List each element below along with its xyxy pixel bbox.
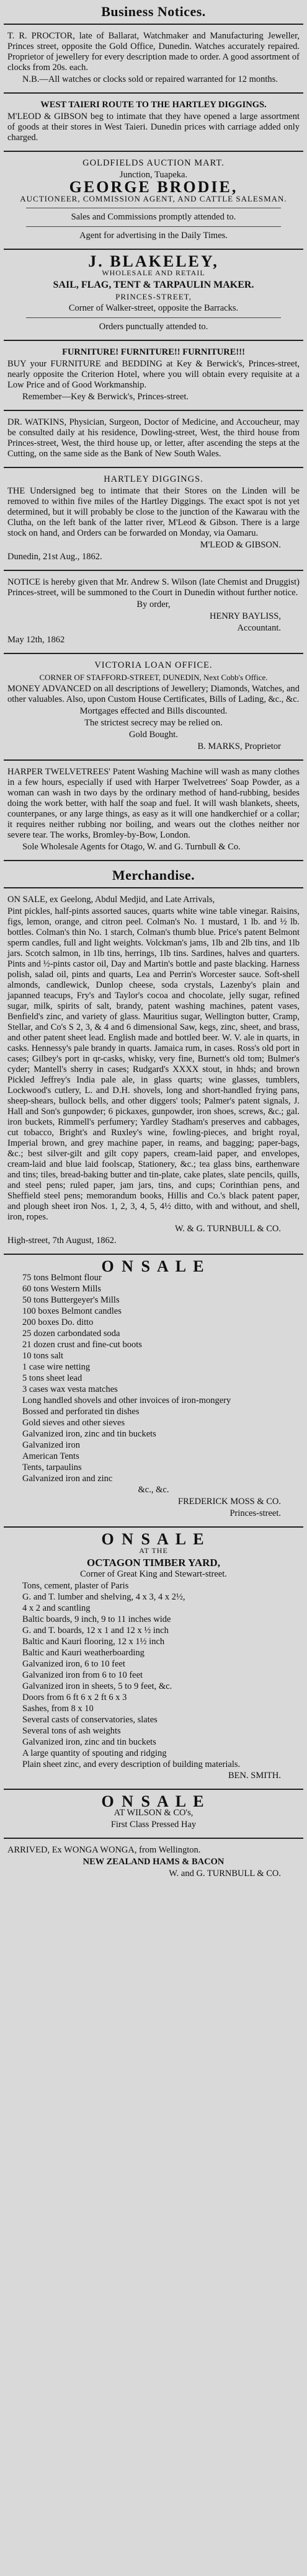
list-item: Sashes, from 8 x 10	[22, 1704, 94, 1714]
ad-title: WEST TAIERI ROUTE TO THE HARTLEY DIGGINGS.	[40, 100, 267, 110]
ad-note: N.B.—All watches or clocks sold or repaired warranted for 12 months.	[22, 74, 278, 84]
section-heading-business: Business Notices.	[101, 4, 206, 19]
ad-body: M'LEOD & GIBSON beg to intimate that they have opened a large assortment of goods at their stores in West Taieri. Dunedin prices with carriage added only charged.	[7, 112, 300, 143]
list-item: 25 dozen carbondated soda	[22, 1329, 120, 1339]
ad-agents: Sole Wholesale Agents for Otago, W. and G. Turnbull & Co.	[22, 842, 241, 852]
ad-yard: OCTAGON TIMBER YARD,	[87, 1557, 220, 1569]
list-item: 50 tons Buttergeyer's Mills	[22, 1295, 120, 1305]
list-item: Baltic boards, 9 inch, 9 to 11 inches wide	[22, 1614, 171, 1624]
ad-line: PRINCES-STREET,	[115, 292, 192, 301]
ad-onsale-wilson	[0, 1792, 307, 1835]
list-item: 100 boxes Belmont candles	[22, 1306, 122, 1316]
ad-address: Princes-street.	[229, 1508, 281, 1518]
ad-title: GOLDFIELDS AUCTION MART.	[82, 158, 225, 168]
ad-notice	[0, 573, 307, 650]
ad-brodie	[0, 154, 307, 246]
ad-heading: O N S A L E	[101, 1530, 206, 1548]
ad-onsale-octagon	[0, 1530, 307, 1786]
divider	[4, 151, 303, 152]
ad-line: Mortgages effected and Bills discounted.	[79, 706, 228, 716]
list-item: Galvanized iron, 6 to 10 feet	[22, 1659, 125, 1669]
ad-signature: W. and G. TURNBULL & CO.	[169, 1869, 281, 1879]
list-item: Galvanized iron and zinc	[22, 1474, 113, 1484]
list-item: Galvanized iron, zinc and tin buckets	[22, 1737, 156, 1747]
ad-at: AT THE	[139, 1546, 168, 1555]
ad-heading: ARRIVED, Ex WONGA WONGA, from Wellington.	[7, 1845, 201, 1855]
list-item: Tons, cement, plaster of Paris	[22, 1581, 129, 1591]
ad-arrived	[0, 1841, 307, 1884]
ad-role: Accountant.	[237, 623, 281, 633]
divider	[4, 1526, 303, 1528]
ad-body: MONEY ADVANCED on all descriptions of Jewellery; Diamonds, Watches, and other valuables. Also, upon Custom House Certificates, Bills of Lading, &c., &c.	[7, 684, 300, 704]
divider	[26, 317, 281, 318]
ad-subtitle: NEW ZEALAND HAMS & BACON	[82, 1857, 225, 1867]
ad-date: May 12th, 1862	[7, 635, 65, 645]
ad-harper	[0, 763, 307, 857]
ad-signature: FREDERICK MOSS & CO.	[178, 1497, 281, 1507]
ad-heading: ON SALE, ex Geelong, Abdul Medjid, and Late Arrivals,	[7, 895, 215, 905]
ad-watkins	[0, 414, 307, 464]
list-item: A large quantity of spouting and ridging	[22, 1748, 167, 1758]
divider	[4, 1789, 303, 1790]
ad-line: Corner of Walker-street, opposite the Barracks.	[68, 303, 239, 313]
ad-body: DR. WATKINS, Physician, Surgeon, Doctor of Medicine, and Accoucheur, may be consulted daily at his residence, Dowling-street, West, the third house from Princes-street, West, the third house up, or letter, after ascending the steps at the Cutting, on the same side as the Bank of New South Wales.	[7, 417, 300, 459]
ad-body: Pint pickles, half-pints assorted sauces, quarts white wine table vinegar. Raisins, figs, lemon, orange, and citron peel. Colman's No. 1 mustard, 1 lb. and ½ lb. bottles. Colman's thin No. 1 starch, Colman's thumb blue. Price's patent Belmont sperm candles, full and light weights. Volckman's jams, 1lb and 2lb tins, and 1lb jars. Scotch salmon, in 1lb tins, herrings, 1lb tins. Sardines, halves and quarters. Pints and ½-pints castor oil, Day and Martin's bottle and paste blacking. Harness polish, salad oil, pints and quarts, Lea and Perrin's Worcester sauce. Soft-shell almonds, candlewick, Dunlop cheese, soda crystals, Lazenby's plain and japanned teacups, Fry's and Taylor's cocoa and chocolate, jelly sugar, refined sugar, milk, spirits of salt, brandy, patent washing machines, patent vases, Benfield's zinc, and variety of glass. Mauritius sugar, Wellington butter, Cramp, Stellar, and Co's S 2, 3, & 4 and 6 dimensional Saw, kegs, zinc, sheet, and brass, and other patent sheet lead. English made and bottled beer. W. V. ale in quarts, in casks. Hennessy's pale brandy in quarts. Jamaica rum, in cases. Ross's old port in cases; Gilbey's port in qr-casks, whisky, very fine, Burnett's old tom; Bulmer's cyder; Mantell's sherry in cases; Rudgard's XXXX stout, in hhds; and brown Pickled Jeffrey's India pale ale, in glass quarts; wine glasses, tumblers, Lockwood's cutlery, L. and D.H. shovels, long and short-handled frying pans, sheep-shears, bullock bells, and other diggers' tools; Palmer's patent signals, J. Hall and Son's gunpowder; 6 pickaxes, gunpowder, iron shoes, screws, &c.; gal. iron buckets, Rimmell's perfumery; Yardley Stadham's preserves and cabbages, cut tobacco, Bright's and Ruxley's wine, fowling-pieces, and bright royal, Imperial brown, and grey machine paper, in reams, and bagging; paper-bags, &c.; best silver-gilt and gilt copy papers, cream-laid paper, and envelopes, cream-laid and blue laid foolscap, Stationery, &c.; tea glass bins, earthenware and tins; tiles, bread-baking butter and tin-plate, cake plates, slate pencils, quills, and steel pens; ruled paper, jam jars, tins, and cups; Corinthian pens, and Sheffield steel pens; memorandum books, Hillis and Co.'s black patent paper, and plough sheet iron Nos. 1, 2, 3, 4, 5, 4½ ditto, with and without, and shell, iron, ropes.	[7, 906, 300, 1222]
list-item: 3 cases wax vesta matches	[22, 1384, 118, 1394]
divider	[4, 759, 303, 761]
list-item: Galvanized iron, zinc and tin buckets	[22, 1429, 156, 1439]
ad-date: Dunedin, 21st Aug., 1862.	[7, 552, 102, 562]
divider	[4, 1838, 303, 1839]
ad-signature: BEN. SMITH.	[228, 1771, 281, 1781]
divider	[4, 570, 303, 571]
ad-proctor	[0, 27, 307, 90]
divider	[4, 653, 303, 654]
ad-west-taieri	[0, 96, 307, 148]
ad-subtitle: Corner of Great King and Stewart-street.	[80, 1569, 227, 1579]
ad-title: HARTLEY DIGGINGS.	[104, 474, 203, 484]
ad-line: Gold Bought.	[129, 730, 178, 740]
list-item: American Tents	[22, 1451, 79, 1461]
list-item: 200 boxes Do. ditto	[22, 1317, 94, 1327]
ad-signature: W. & G. TURNBULL & CO.	[174, 1224, 281, 1234]
ad-note: Remember—Key & Berwick's, Princes-street.	[22, 392, 189, 402]
ad-body: NOTICE is hereby given that Mr. Andrew S. Wilson (late Chemist and Druggist) Princes-street, will be summoned to the Court in Dunedin without further notice.	[7, 577, 300, 598]
list-item: Doors from 6 ft 6 x 2 ft 6 x 3	[22, 1693, 127, 1702]
ad-line: The strictest secrecy may be relied on.	[84, 718, 223, 728]
divider	[4, 410, 303, 411]
ad-heading: O N S A L E	[101, 1257, 206, 1275]
section-heading-merchandise: Merchandise.	[112, 867, 195, 883]
ad-by: By order,	[136, 600, 171, 609]
ad-agent: Agent for advertising in the Daily Times.	[79, 231, 228, 241]
list-item: 4 x 2 and scantling	[22, 1603, 91, 1613]
ad-name: GEORGE BRODIE,	[69, 178, 238, 196]
list-item: Galvanized iron	[22, 1440, 81, 1450]
ad-body: HARPER TWELVETREES' Patent Washing Machine will wash as many clothes in a few hours, especially if used with Harper Twelvetrees' Soap Powder, as a woman can wash in two days by the ordinary method of hand-rubbing, besides doing the work better, with half the soap and fuel. It will wash blankets, sheets, counterpanes, or any large things, as easy as it will one handkerchief or a collar; it requires neither rubbing nor boiling, and wears out the clothes neither nor severe tear. The works, Bromley-by-Bow, London.	[7, 767, 300, 840]
divider	[4, 24, 303, 25]
ad-heading: O N S A L E	[101, 1792, 206, 1810]
ad-victoria-loan	[0, 657, 307, 757]
ad-hartley	[0, 471, 307, 567]
item-list	[7, 1581, 300, 1770]
divider	[26, 226, 281, 227]
list-item: Long handled shovels and other invoices of iron-mongery	[22, 1396, 231, 1405]
ad-body: THE Undersigned beg to intimate that their Stores on the Linden will be removed to within five miles of the Hartley Diggings. The exact spot is not yet determined, but it will probably be close to the junction of the Kawarau with the Clutha, on the left bank of the latter river, M'Leod & Gibson. There is a large stock on hand, and Orders can be forwarded on Monday, via Oamaru.	[7, 486, 300, 538]
item-list	[7, 1273, 300, 1484]
list-item: 5 tons sheet lead	[22, 1373, 82, 1383]
ad-body: BUY your FURNITURE and BEDDING at Key & Berwick's, Princes-street, nearly opposite the Criterion Hotel, where you will obtain every requisite at a Low Price and of Good Workmanship.	[7, 359, 300, 390]
list-item: G. and T. lumber and shelving, 4 x 3, 4 x 2½,	[22, 1592, 185, 1602]
ad-subtitle: CORNER OF STAFFORD-STREET, DUNEDIN, Next Cobb's Office.	[39, 673, 268, 682]
list-item: Galvanized iron from 6 to 10 feet	[22, 1670, 143, 1680]
list-item: 21 dozen crust and fine-cut boots	[22, 1340, 142, 1350]
ad-at: AT WILSON & CO's,	[113, 1808, 194, 1818]
list-item: Bossed and perforated tin dishes	[22, 1407, 140, 1417]
ad-line: AUCTIONEER, COMMISSION AGENT, AND CATTLE SALESMAN.	[20, 194, 287, 203]
ad-note: Sales and Commissions promptly attended to.	[71, 212, 236, 222]
ad-line: SAIL, FLAG, TENT & TARPAULIN MAKER.	[53, 280, 254, 290]
ad-line: Orders punctually attended to.	[99, 322, 208, 332]
list-item: 10 tons salt	[22, 1351, 64, 1361]
divider	[4, 860, 303, 861]
divider	[4, 467, 303, 468]
ad-name: J. BLAKELEY,	[88, 252, 219, 270]
list-item: Plain sheet zinc, and every description of building materials.	[22, 1759, 241, 1769]
ad-signature: B. MARKS, Proprietor	[197, 741, 281, 751]
list-item: 1 case wire netting	[22, 1362, 91, 1372]
divider	[4, 249, 303, 250]
list-item: Tents, tarpaulins	[22, 1463, 82, 1472]
list-item: Baltic and Kauri weatherboarding	[22, 1648, 145, 1658]
ad-signature: HENRY BAYLISS,	[210, 611, 281, 621]
ad-title: FURNITURE! FURNITURE!! FURNITURE!!!	[62, 347, 245, 357]
list-item: G. and T. boards, 12 x 1 and 12 x ½ inch	[22, 1626, 169, 1635]
divider	[4, 887, 303, 888]
ad-signature: M'LEOD & GIBSON.	[200, 540, 281, 550]
list-item: Galvanized iron in sheets, 5 to 9 feet, &c.	[22, 1681, 172, 1691]
list-item: 75 tons Belmont flour	[22, 1273, 102, 1283]
list-item: Baltic and Kauri flooring, 12 x 1½ inch	[22, 1637, 165, 1647]
divider	[4, 1254, 303, 1255]
list-item: Several casts of conservatories, slates	[22, 1715, 158, 1725]
ad-body: T. R. PROCTOR, late of Ballarat, Watchmaker and Manufacturing Jeweller, Princes street, opposite the Gold Office, Dunedin. Watches accurately repaired. Proprietor of jewellery for every description made to order. A good assortment of clocks from 20s. each.	[7, 31, 300, 73]
ad-title: VICTORIA LOAN OFFICE.	[94, 660, 213, 670]
ad-address: High-street, 7th August, 1862.	[7, 1236, 117, 1246]
ad-onsale-turnbull	[0, 891, 307, 1251]
ad-onsale-moss	[0, 1257, 307, 1524]
divider	[4, 92, 303, 94]
list-item: Gold sieves and other sieves	[22, 1418, 125, 1428]
list-item: Several tons of ash weights	[22, 1726, 121, 1736]
ad-etc: &c., &c.	[138, 1485, 169, 1495]
ad-subtitle: Junction, Tuapeka.	[119, 170, 188, 180]
ad-furniture	[0, 343, 307, 407]
divider	[4, 340, 303, 341]
ad-line: WHOLESALE AND RETAIL	[102, 268, 205, 277]
list-item: 60 tons Western Mills	[22, 1284, 102, 1294]
ad-blakeley	[0, 252, 307, 337]
ad-subtitle: First Class Pressed Hay	[110, 1820, 197, 1830]
